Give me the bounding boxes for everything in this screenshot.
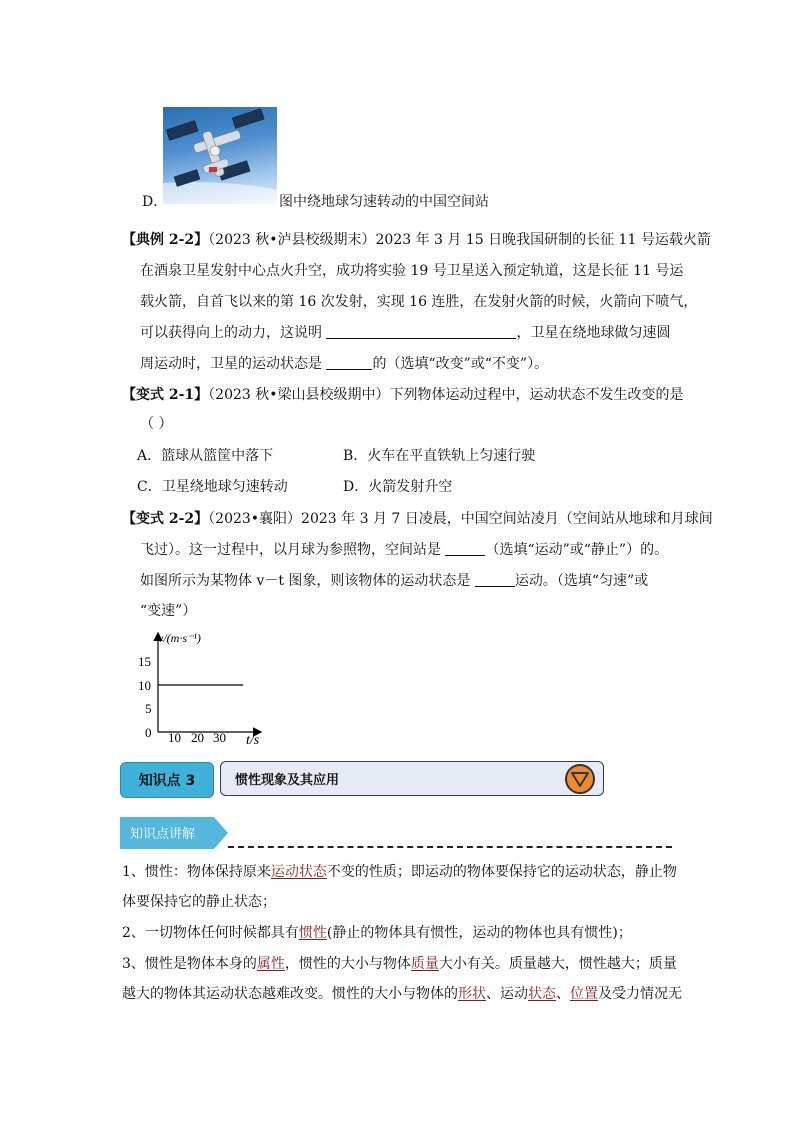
space-station-image (163, 107, 277, 204)
x-tick-20: 20 (191, 730, 204, 745)
example-tag: 【典例 2-2】 (122, 232, 209, 248)
option-d (142, 192, 167, 212)
content-p3-cont: 越大的物体其运动状态越难改变。惯性的大小与物体的形状、运动状态、位置及受力情况无 (122, 986, 682, 1002)
chevron-down-icon[interactable] (565, 764, 595, 794)
content-p2: 2、一切物体任何时候都具有惯性(静止的物体具有惯性，运动的物体也具有惯性)； (122, 925, 632, 941)
y-tick-0: 0 (145, 725, 152, 740)
variant-2-2-line1: 【变式 2-2】（2023•襄阳）2023 年 3 月 7 日凌晨，中国空间站凌月（空间站从地球和月球间 (122, 511, 713, 527)
option-a: A．篮球从篮筐中落下 (137, 448, 274, 464)
variant-2-2-line4: “变速”） (140, 603, 197, 619)
x-tick-30: 30 (213, 730, 226, 745)
answer-blank-3[interactable] (445, 541, 485, 556)
y-tick-5: 5 (145, 701, 152, 716)
y-tick-10: 10 (138, 678, 151, 693)
content-p3: 3、惯性是物体本身的属性，惯性的大小与物体质量大小有关。质量越大，惯性越大；质量 (122, 956, 677, 972)
option-d-letter: D． (142, 194, 168, 210)
divider (228, 846, 672, 848)
answer-blank-2[interactable] (326, 355, 372, 370)
variant-tag: 【变式 2-1】 (122, 387, 209, 403)
answer-blank-4[interactable] (475, 572, 515, 587)
content-p1: 1、惯性：物体保持原来运动状态不变的性质；即运动的物体要保持它的运动状态，静止物 (122, 864, 677, 880)
section-title: 惯性现象及其应用 (220, 761, 604, 796)
option-b: B．火车在平直铁轨上匀速行驶 (343, 448, 536, 464)
example-2-2-line1: 【典例 2-2】（2023 秋•泸县校级期末）2023 年 3 月 15 日晚我国研制的长征 11 号运载火箭 (122, 232, 711, 248)
example-2-2-line5: 周运动时，卫星的运动状态是 的（选填“改变”或“不变”）。 (140, 356, 549, 372)
example-2-2-line3: 载火箭，自首飞以来的第 16 次发射，实现 16 连胜，在发射火箭的时候，火箭向下喷气， (140, 294, 698, 310)
option-c: C．卫星绕地球匀速转动 (137, 479, 288, 495)
variant-2-2-line2: 飞过）。这一过程中，以月球为参照物，空间站是 （选填“运动”或“静止”）的。 (140, 542, 669, 558)
example-2-2-line4: 可以获得向上的动力，这说明 ，卫星在绕地球做匀速圆 (140, 325, 671, 341)
option-d2: D．火箭发射升空 (343, 479, 453, 495)
y-tick-15: 15 (138, 654, 151, 669)
section-number: 知识点 3 (120, 762, 214, 798)
variant-2-1-line2: （ ） (140, 416, 173, 432)
variant-2-1-line1: 【变式 2-1】（2023 秋•梁山县校级期中）下列物体运动过程中，运动状态不发生改变的是 (122, 387, 684, 403)
variant-tag-2: 【变式 2-2】 (122, 511, 209, 527)
variant-2-2-line3: 如图所示为某物体 v－t 图象，则该物体的运动状态是 运动。（选填“匀速”或 (140, 573, 649, 589)
x-axis-label: t/s (246, 733, 260, 748)
y-axis-label: v/(m·s⁻¹) (158, 631, 201, 645)
vt-graph (138, 628, 278, 748)
content-p1-cont: 体要保持它的静止状态； (122, 894, 276, 910)
answer-blank-1[interactable] (326, 324, 516, 339)
example-2-2-line2: 在酒泉卫星发射中心点火升空，成功将实验 19 号卫星送入预定轨道，这是长征 11 号运 (140, 263, 684, 279)
subtag-text: 知识点讲解 (130, 827, 196, 842)
option-d-text: 图中绕地球匀速转动的中国空间站 (279, 194, 489, 210)
x-tick-10: 10 (168, 730, 181, 745)
